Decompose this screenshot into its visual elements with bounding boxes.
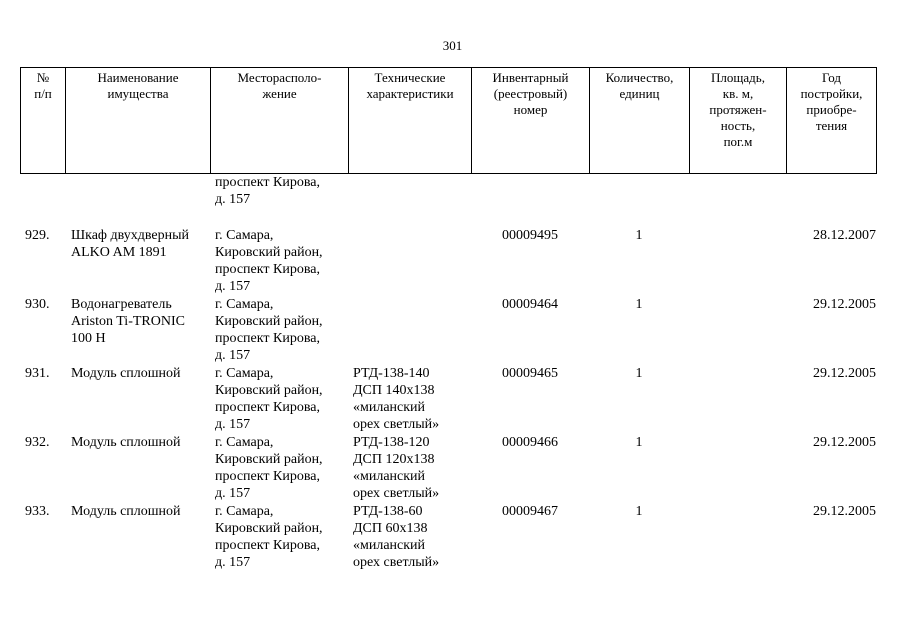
column-header-year: Год постройки, приобре- тения xyxy=(787,68,877,174)
table-body xyxy=(20,174,876,572)
row-location: г. Самара, Кировский район, проспект Кирова, д. 157 xyxy=(215,435,323,501)
row-tech: РТД-138-60 ДСП 60х138 «миланский орех светлый» xyxy=(353,504,440,570)
continuation-row xyxy=(20,174,876,227)
column-header-location: Месторасполо- жение xyxy=(211,68,349,174)
row-number: 930. xyxy=(25,297,50,312)
page-number: 301 xyxy=(442,38,463,53)
row-year: 29.12.2005 xyxy=(813,435,876,450)
row-inventory: 00009466 xyxy=(502,435,558,450)
row-quantity: 1 xyxy=(635,297,643,312)
row-name: Шкаф двухдверный ALKO AM 1891 xyxy=(71,228,190,260)
column-header-area: Площадь, кв. м, протяжен- ность, пог.м xyxy=(690,68,787,174)
row-inventory: 00009465 xyxy=(502,366,558,381)
row-location: г. Самара, Кировский район, проспект Кирова, д. 157 xyxy=(215,366,323,432)
row-name: Модуль сплошной xyxy=(71,504,181,519)
row-location: г. Самара, Кировский район, проспект Кирова, д. 157 xyxy=(215,228,323,294)
row-quantity: 1 xyxy=(635,435,643,450)
table-row xyxy=(20,434,876,503)
row-number: 933. xyxy=(25,504,50,519)
table-row xyxy=(20,503,876,572)
row-year: 29.12.2005 xyxy=(813,504,876,519)
row-location: г. Самара, Кировский район, проспект Кирова, д. 157 xyxy=(215,504,323,570)
column-header-number: № п/п xyxy=(21,68,66,174)
row-inventory: 00009495 xyxy=(502,228,558,243)
row-tech: РТД-138-140 ДСП 140х138 «миланский орех светлый» xyxy=(353,366,440,432)
row-name: Модуль сплошной xyxy=(71,435,181,450)
row-name: Водонагреватель Ariston Ti-TRONIC 100 H xyxy=(71,297,185,346)
column-header-quantity: Количество, единиц xyxy=(590,68,690,174)
table-row xyxy=(20,365,876,434)
table-row xyxy=(20,227,876,296)
row-quantity: 1 xyxy=(635,366,643,381)
column-header-inventory: Инвентарный (реестровый) номер xyxy=(472,68,590,174)
row-location: г. Самара, Кировский район, проспект Кирова, д. 157 xyxy=(215,297,323,363)
row-tech: РТД-138-120 ДСП 120х138 «миланский орех светлый» xyxy=(353,435,440,501)
row-inventory: 00009467 xyxy=(502,504,558,519)
row-name: Модуль сплошной xyxy=(71,366,181,381)
column-header-tech: Технические характеристики xyxy=(349,68,472,174)
table-row xyxy=(20,296,876,365)
row-year: 28.12.2007 xyxy=(813,228,876,243)
row-year: 29.12.2005 xyxy=(813,297,876,312)
row-number: 929. xyxy=(25,228,50,243)
row-inventory: 00009464 xyxy=(502,297,558,312)
row-number: 932. xyxy=(25,435,50,450)
column-header-name: Наименование имущества xyxy=(66,68,211,174)
row-quantity: 1 xyxy=(635,228,643,243)
table-header xyxy=(20,67,877,174)
row-year: 29.12.2005 xyxy=(813,366,876,381)
row-quantity: 1 xyxy=(635,504,643,519)
row-number: 931. xyxy=(25,366,50,381)
continuation-location: проспект Кирова, д. 157 xyxy=(215,175,320,207)
